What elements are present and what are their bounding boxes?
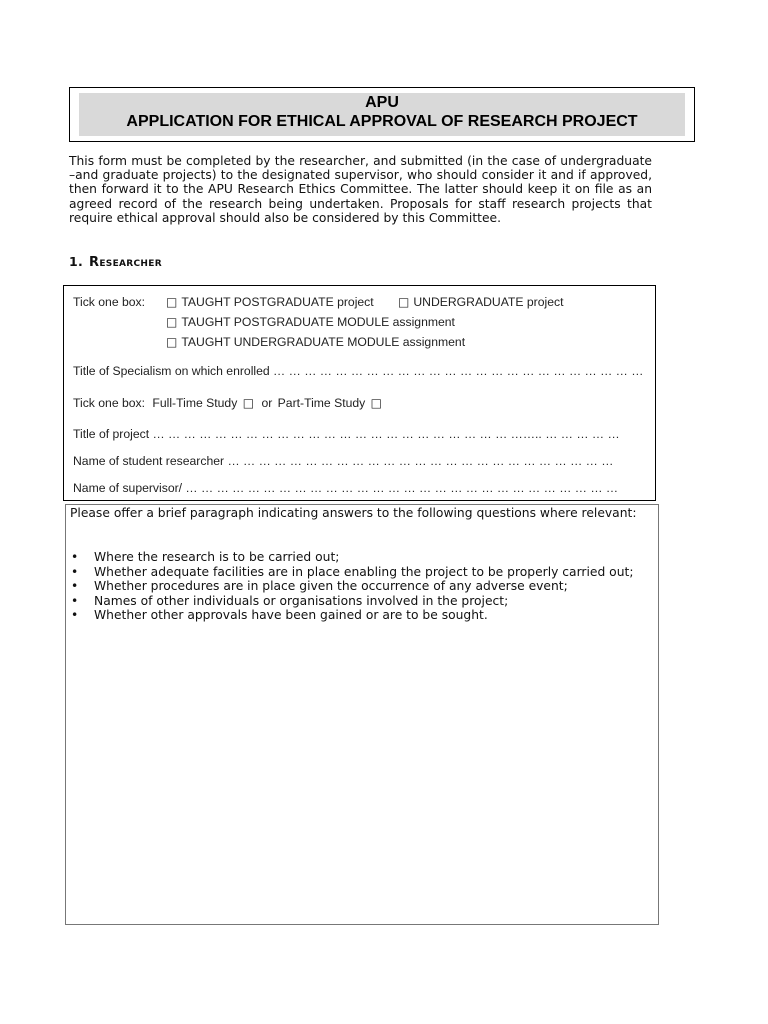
list-item	[69, 550, 649, 565]
option-taught-undergraduate-module[interactable]	[166, 335, 465, 349]
org-name: APU	[365, 94, 399, 111]
checkbox-icon[interactable]: □	[398, 295, 410, 309]
section-heading-researcher	[69, 254, 162, 270]
option-taught-postgraduate-project[interactable]	[166, 295, 374, 309]
bullet-icon: •	[71, 593, 79, 608]
question-text: Whether other approvals have been gained or are to be sought.	[94, 608, 488, 623]
or-label: or	[261, 396, 273, 410]
student-name-field[interactable]: Name of student researcher … … … … … … … … … … … … … … … … … … … … … … … … …	[73, 454, 614, 468]
checkbox-icon[interactable]: □	[166, 335, 178, 349]
option-label: UNDERGRADUATE project	[413, 295, 564, 309]
option-label: TAUGHT POSTGRADUATE MODULE assignment	[181, 315, 455, 329]
intro-paragraph: This form must be completed by the researcher, and submitted (in the case of undergraduate –and graduate projects) to the designated supervisor, who should consider it and if approved, then forward it to the APU Research Ethics Committee. The latter should keep it on file as an agreed record of the research being undertaken. Proposals for staff research projects that require ethical approval should also be considered by this Committee.	[69, 154, 652, 225]
full-time-label: Full-Time Study	[152, 396, 238, 410]
list-item	[69, 594, 649, 609]
supervisor-name-field[interactable]: Name of supervisor/ … … … … … … … … … … … … … … … … … … … … … … … … … … … …	[73, 481, 619, 495]
list-item	[69, 579, 649, 594]
full-time-checkbox-icon[interactable]: □	[242, 396, 255, 410]
question-text: Whether adequate facilities are in place enabling the project to be properly carried out;	[94, 564, 634, 579]
questions-list	[69, 550, 649, 623]
section-number: 1.	[69, 254, 84, 269]
list-item	[69, 565, 649, 580]
researcher-details-box	[63, 285, 656, 501]
tick-one-box-label: Tick one box:	[73, 295, 146, 309]
study-tick-label: Tick one box:	[73, 396, 146, 410]
option-undergraduate-project[interactable]	[398, 295, 563, 309]
checkbox-icon[interactable]: □	[166, 315, 178, 329]
option-label: TAUGHT UNDERGRADUATE MODULE assignment	[181, 335, 466, 349]
project-questions-box[interactable]	[65, 504, 659, 925]
specialism-field[interactable]: Title of Specialism on which enrolled … … … … … … … … … … … … … … … … … … … … … … … …	[73, 364, 644, 378]
study-mode-row	[73, 396, 386, 410]
form-title-banner	[79, 93, 685, 136]
form-title: APPLICATION FOR ETHICAL APPROVAL OF RESEARCH PROJECT	[126, 113, 638, 130]
section-title: Researcher	[89, 255, 162, 270]
part-time-label: Part-Time Study	[277, 396, 366, 410]
question-text: Whether procedures are in place given the occurrence of any adverse event;	[94, 579, 568, 594]
question-text: Where the research is to be carried out;	[94, 550, 340, 564]
question-text: Names of other individuals or organisations involved in the project;	[94, 593, 509, 608]
bullet-icon: •	[71, 564, 79, 579]
questions-prompt: Please offer a brief paragraph indicating answers to the following questions where relevant:	[70, 506, 637, 520]
option-label: TAUGHT POSTGRADUATE project	[181, 295, 374, 309]
project-title-field[interactable]: Title of project … … … … … … … … … … … … … … … … … … … … … … … …….. … … … … …	[73, 427, 620, 441]
part-time-checkbox-icon[interactable]: □	[370, 396, 382, 410]
bullet-icon: •	[71, 550, 79, 564]
option-taught-postgraduate-module[interactable]	[166, 315, 455, 329]
bullet-icon: •	[71, 579, 79, 594]
list-item	[69, 608, 649, 623]
checkbox-icon[interactable]: □	[166, 295, 178, 309]
bullet-icon: •	[71, 608, 79, 623]
form-title-box	[69, 87, 695, 142]
